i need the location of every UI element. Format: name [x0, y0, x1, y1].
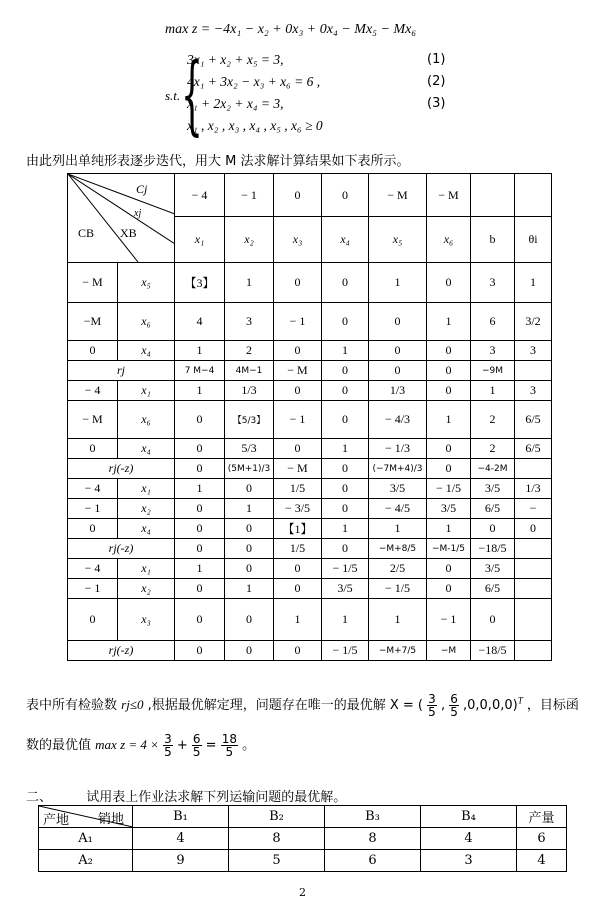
table-row [68, 499, 552, 519]
constraint-3: x₁ + 2x₂ + x₄ = 3, [187, 96, 284, 111]
cell: 0 [427, 381, 471, 401]
constraint-3-number: (3) [427, 96, 446, 111]
cell: 5 [229, 850, 325, 872]
cell: 【5/3】 [225, 401, 274, 439]
cell: 6 [325, 850, 421, 872]
xb-value: x₁ [118, 479, 175, 499]
cell: 3/5 [427, 499, 471, 519]
cell: − 1/5 [427, 479, 471, 499]
cb-value: − 1 [68, 499, 118, 519]
value-frac-2: $\frac{6}{5}$ [192, 732, 201, 759]
cb-value: − M [68, 401, 118, 439]
section-2-number: 二、 [26, 790, 53, 805]
cell: 1 [369, 599, 427, 641]
cb-label: CB [78, 226, 95, 240]
value-frac-1: $\frac{3}{5}$ [164, 732, 172, 759]
row-label-a2: A₂ [39, 850, 133, 872]
table-row [68, 579, 552, 599]
cell: 0 [274, 263, 322, 303]
cell: 8 [325, 828, 421, 850]
cb-value: 0 [68, 439, 118, 459]
cell: 3 [515, 381, 552, 401]
table-row [39, 850, 567, 872]
cb-value: − 1 [68, 579, 118, 599]
cell: 0 [274, 579, 322, 599]
var-header: x₆ [427, 217, 471, 263]
header-b4: B₄ [421, 806, 517, 828]
cell: −18/5 [471, 641, 515, 661]
cb-value: − M [68, 263, 118, 303]
cell: − [515, 499, 552, 519]
cell: 0 [225, 599, 274, 641]
xb-value: x₁ [118, 559, 175, 579]
cell: 0 [427, 341, 471, 361]
constraint-2: 4x₁ + 3x₂ − x₃ + x₆ = 6 , [187, 74, 321, 89]
cell: 0 [515, 519, 552, 539]
cell: 3 [471, 263, 515, 303]
cell: −M [427, 641, 471, 661]
cb-value: − 4 [68, 559, 118, 579]
cell [515, 539, 552, 559]
cb-value: −M [68, 303, 118, 341]
var-header: θi [515, 217, 552, 263]
section-2-text: 试用表上作业法求解下列运输问题的最优解。 [86, 790, 347, 805]
cell: − 1/3 [369, 439, 427, 459]
cell: 1 [369, 263, 427, 303]
table-row [68, 361, 552, 381]
cell: −M-1/5 [427, 539, 471, 559]
cell: 0 [427, 361, 471, 381]
empty-cell [471, 174, 515, 217]
cell [515, 641, 552, 661]
cell: 0 [471, 519, 515, 539]
cell: 0 [225, 559, 274, 579]
cell [515, 459, 552, 479]
cell: 3 [515, 341, 552, 361]
cell: 1/3 [369, 381, 427, 401]
cell: 0 [175, 539, 225, 559]
cell: 1 [427, 401, 471, 439]
transpose-mark: T [517, 695, 523, 706]
table-row [68, 401, 552, 439]
xb-value: x₆ [118, 401, 175, 439]
solution-rest: ,0,0,0,0) [463, 698, 518, 713]
cell: 0 [175, 499, 225, 519]
cell: 0 [322, 459, 369, 479]
cj-value: − 4 [175, 174, 225, 217]
cell: 3 [225, 303, 274, 341]
cell: −M+7/5 [369, 641, 427, 661]
value-frac-3: $\frac{18}{5}$ [221, 732, 237, 759]
table-row [68, 519, 552, 539]
conclusion-line-1: 表中所有检验数 rj≤0 ,根据最优解定理，问题存在唯一的最优解 X = ( $\frac{3}{5}$ , $\frac{6}{5}$ ,0,0,0,0)$^T$ ，目标函 [26, 692, 579, 719]
cell: 1 [427, 519, 471, 539]
cell: 0 [274, 381, 322, 401]
cell: 2 [225, 341, 274, 361]
cb-value: 0 [68, 341, 118, 361]
cell: 2/5 [369, 559, 427, 579]
cb-value: 0 [68, 519, 118, 539]
xb-value: x₆ [118, 303, 175, 341]
cell: 0 [175, 641, 225, 661]
table-row [68, 341, 552, 361]
var-header: x₁ [175, 217, 225, 263]
cell: − 4/3 [369, 401, 427, 439]
table-row [68, 303, 552, 341]
constraint-nonneg: x₁ , x₂ , x₃ , x₄ , x₅ , x₆ ≥ 0 [187, 118, 323, 133]
cell: 0 [225, 519, 274, 539]
solution-frac-1: $\frac{3}{5}$ [428, 692, 436, 719]
rj-label: rj(-z) [68, 641, 175, 661]
cell: − 1 [274, 401, 322, 439]
cell: − 3/5 [274, 499, 322, 519]
cell: 0 [471, 599, 515, 641]
cell: 5/3 [225, 439, 274, 459]
xb-value: x₅ [118, 263, 175, 303]
cell: 1/3 [225, 381, 274, 401]
cell: 0 [322, 479, 369, 499]
xb-value: x₄ [118, 341, 175, 361]
cell: 0 [175, 459, 225, 479]
xb-value: x₄ [118, 439, 175, 459]
cell: 3 [471, 341, 515, 361]
cell: −9M [471, 361, 515, 381]
cell: − 1 [274, 303, 322, 341]
cell: (5M+1)/3 [225, 459, 274, 479]
var-header: x₄ [322, 217, 369, 263]
rj-label: rj [68, 361, 175, 381]
header-b3: B₃ [325, 806, 421, 828]
conclusion-text-4: 数的最优值 [26, 738, 92, 753]
table-row [68, 263, 552, 303]
cell: 0 [175, 579, 225, 599]
var-header: x₃ [274, 217, 322, 263]
cell: 1 [175, 559, 225, 579]
cell: 0 [274, 641, 322, 661]
solution-frac-2: $\frac{6}{5}$ [450, 692, 458, 719]
var-header: x₅ [369, 217, 427, 263]
cell: 0 [175, 519, 225, 539]
cell: 0 [427, 459, 471, 479]
cell: − 1/5 [322, 559, 369, 579]
cell [515, 559, 552, 579]
cell: 6/5 [471, 579, 515, 599]
cell: − 1 [427, 599, 471, 641]
header-supply: 产量 [517, 806, 567, 828]
cell: −M+8/5 [369, 539, 427, 559]
table-row [68, 459, 552, 479]
corner-cell [68, 174, 175, 263]
cell: 4 [421, 828, 517, 850]
cell: 3/5 [471, 479, 515, 499]
cell: 7 M−4 [175, 361, 225, 381]
cell: 1 [225, 499, 274, 519]
section-2-heading [26, 786, 346, 805]
objective-function: max z = −4x₁ − x₂ + 0x₃ + 0x₄ − Mx₅ − Mx₆ [165, 22, 417, 37]
cell: − 1/5 [322, 641, 369, 661]
cell: 0 [322, 263, 369, 303]
table-row [68, 439, 552, 459]
cj-label: Cj [136, 182, 148, 196]
cell: 2 [471, 439, 515, 459]
table-row [68, 539, 552, 559]
table-row [39, 828, 567, 850]
cb-value: − 4 [68, 479, 118, 499]
cell: 1 [369, 519, 427, 539]
transport-corner-cell [39, 806, 133, 828]
table-row [68, 641, 552, 661]
corner-origin-label: 产地 [43, 813, 70, 828]
cell: 0 [369, 361, 427, 381]
table-row [68, 559, 552, 579]
conclusion-text-2: ,根据最优解定理，问题存在唯一的最优解 X = ( [147, 698, 424, 713]
cj-value: − M [427, 174, 471, 217]
cell: 0 [427, 263, 471, 303]
cell: − 4/5 [369, 499, 427, 519]
cj-value: 0 [274, 174, 322, 217]
cell: 1 [225, 263, 274, 303]
xb-label: XB [120, 226, 137, 240]
cell: 4 [175, 303, 225, 341]
cell: 4M−1 [225, 361, 274, 381]
xb-value: x₂ [118, 499, 175, 519]
cell: 1 [274, 599, 322, 641]
conclusion-text-1: 表中所有检验数 [26, 698, 118, 713]
cell: 6/5 [515, 439, 552, 459]
constraint-2-number: (2) [427, 74, 446, 89]
page-number: 2 [299, 886, 306, 899]
cell: 1 [322, 439, 369, 459]
conclusion-text-3: ，目标函 [526, 698, 579, 713]
header-b2: B₂ [229, 806, 325, 828]
header-b1: B₁ [133, 806, 229, 828]
cj-value: 0 [322, 174, 369, 217]
rj-label: rj(-z) [68, 459, 175, 479]
cell: 6 [517, 828, 567, 850]
cell: 0 [322, 499, 369, 519]
cell: (−7M+4)/3 [369, 459, 427, 479]
row-label-a1: A₁ [39, 828, 133, 850]
cell: 6 [471, 303, 515, 341]
cell: 6/5 [515, 401, 552, 439]
constraint-brace: { [181, 45, 203, 145]
cell: 0 [322, 539, 369, 559]
cell: 【3】 [175, 263, 225, 303]
cj-value: − 1 [225, 174, 274, 217]
transport-table [38, 805, 567, 872]
table-row [68, 479, 552, 499]
cell: 9 [133, 850, 229, 872]
cell: 0 [175, 599, 225, 641]
cell: 0 [322, 303, 369, 341]
cell: 0 [225, 641, 274, 661]
xj-label: xj [134, 208, 142, 219]
xb-value: x₃ [118, 599, 175, 641]
cell: 0 [274, 341, 322, 361]
var-header: b [471, 217, 515, 263]
cell: 1 [175, 341, 225, 361]
cell: 0 [225, 479, 274, 499]
cell: 0 [322, 361, 369, 381]
cell: −18/5 [471, 539, 515, 559]
cell: −4-2M [471, 459, 515, 479]
cell: 0 [322, 401, 369, 439]
cell: 8 [229, 828, 325, 850]
cell: − M [274, 459, 322, 479]
conclusion-line-2: 数的最优值 max z = 4 × $\frac{3}{5}$ + $\frac{6}{5}$ = $\frac{18}{5}$ 。 [26, 732, 256, 759]
cb-value: 0 [68, 599, 118, 641]
xb-value: x₄ [118, 519, 175, 539]
cell: 1 [427, 303, 471, 341]
cell: 3 [421, 850, 517, 872]
corner-diagonal-lines [68, 174, 175, 262]
xb-value: x₂ [118, 579, 175, 599]
cell: 0 [225, 539, 274, 559]
cell: 0 [369, 303, 427, 341]
cell: 0 [175, 401, 225, 439]
cell: 0 [369, 341, 427, 361]
intro-text: 由此列出单纯形表逐步迭代，用大 M 法求解计算结果如下表所示。 [26, 154, 410, 169]
corner-destination-label: 销地 [97, 812, 124, 827]
cell: − M [274, 361, 322, 381]
cell: 1 [175, 381, 225, 401]
cell: 1/5 [274, 539, 322, 559]
cell: 0 [427, 559, 471, 579]
cell: 3/2 [515, 303, 552, 341]
st-label: s.t. [165, 88, 181, 103]
cell: 3/5 [322, 579, 369, 599]
simplex-table [67, 173, 552, 661]
cell: 1 [175, 479, 225, 499]
cj-value: − M [369, 174, 427, 217]
table-row [68, 381, 552, 401]
table-row [68, 599, 552, 641]
cell: 1 [471, 381, 515, 401]
constraint-1-number: (1) [427, 52, 446, 67]
cell: 0 [274, 439, 322, 459]
cell: 4 [133, 828, 229, 850]
cell: 3/5 [471, 559, 515, 579]
rj-label: rj(-z) [68, 539, 175, 559]
empty-cell [515, 174, 552, 217]
cell: 【1】 [274, 519, 322, 539]
cell: − 1/5 [369, 579, 427, 599]
cell: 3/5 [369, 479, 427, 499]
cell: 1 [322, 341, 369, 361]
maxz-expression: max z = 4 × [95, 737, 159, 752]
cell: 1/5 [274, 479, 322, 499]
xb-value: x₁ [118, 381, 175, 401]
cell: 0 [427, 439, 471, 459]
cell: 1 [322, 599, 369, 641]
cell: 2 [471, 401, 515, 439]
cell [515, 599, 552, 641]
var-header: x₂ [225, 217, 274, 263]
cb-value: − 4 [68, 381, 118, 401]
cell: 0 [274, 559, 322, 579]
cell: 0 [427, 579, 471, 599]
cell: 1 [225, 579, 274, 599]
cell: 1 [322, 519, 369, 539]
cell [515, 579, 552, 599]
cell: 0 [175, 439, 225, 459]
header-row-cj [68, 174, 552, 217]
cell: 1/3 [515, 479, 552, 499]
constraint-1: 3x₁ + x₂ + x₅ = 3, [187, 52, 284, 67]
cell: 0 [322, 381, 369, 401]
cell: 4 [517, 850, 567, 872]
cell: 1 [515, 263, 552, 303]
cell: 6/5 [471, 499, 515, 519]
rj-condition: rj≤0 [121, 697, 144, 712]
cell [515, 361, 552, 381]
